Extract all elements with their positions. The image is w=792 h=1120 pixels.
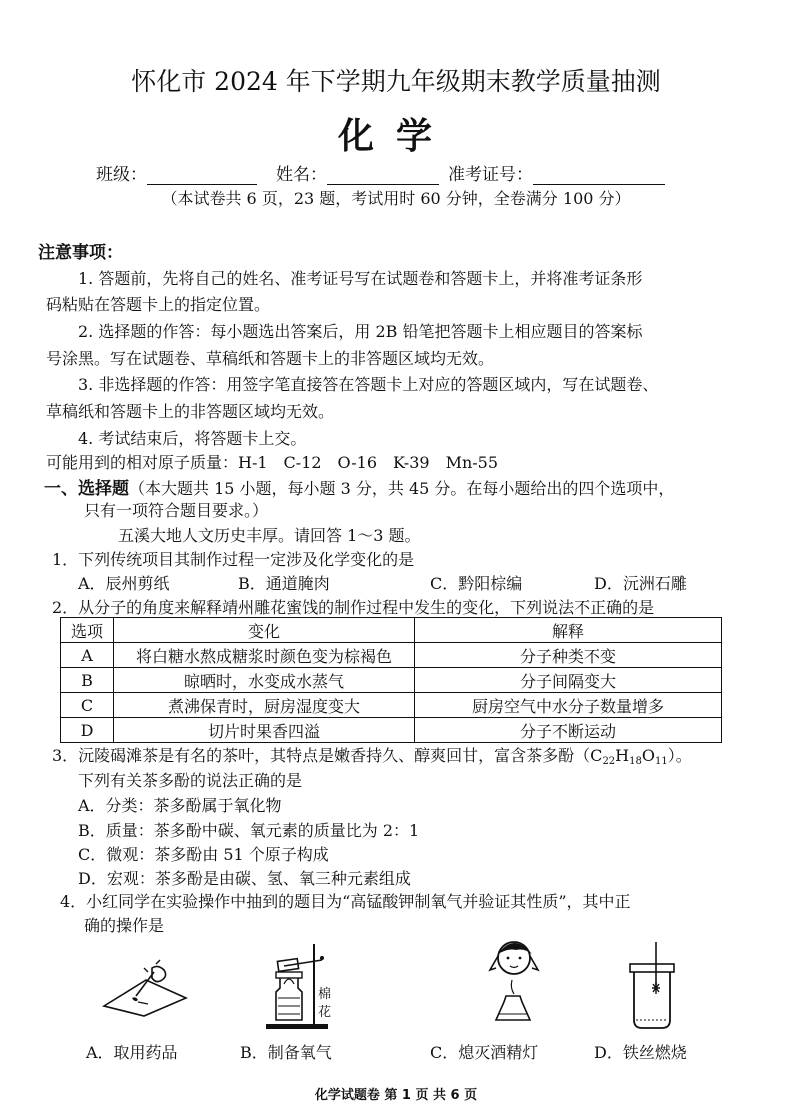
- q3-stem-line2: 下列有关茶多酚的说法正确的是: [78, 771, 303, 790]
- table-row: [61, 718, 722, 743]
- q1-option-a: A．辰州剪纸: [78, 574, 170, 593]
- table-cell: 分子不断运动: [415, 718, 722, 743]
- q2-stem: 2．从分子的角度来解释靖州雕花蜜饯的制作过程中发生的变化，下列说法不正确的是: [52, 598, 655, 617]
- name-label: 姓名：: [276, 165, 327, 185]
- cotton-label-1: 棉: [318, 987, 332, 1002]
- notice-item-3b: 草稿纸和答题卡上的非答题区域均无效。: [46, 402, 335, 421]
- table-header-cell: 选项: [61, 618, 114, 643]
- prepare-oxygen-apparatus: [262, 938, 342, 1030]
- table-header-cell: 变化: [114, 618, 415, 643]
- q4-stem-line1: 4．小红同学在实验操作中抽到的题目为“高锰酸钾制氧气并验证其性质”，其中正: [60, 892, 631, 911]
- paper-info: （本试卷共 6 页，23 题，考试用时 60 分钟，全卷满分 100 分）: [161, 189, 631, 208]
- exam-no-field: [448, 160, 665, 185]
- q3-stem: [52, 743, 692, 767]
- table-cell: 厨房空气中水分子数量增多: [415, 693, 722, 718]
- notice-item-1b: 码粘贴在答题卡上的指定位置。: [46, 295, 271, 314]
- table-row: [61, 693, 722, 718]
- name-field: [276, 160, 439, 185]
- q4-option-c: C．熄灭酒精灯: [430, 1043, 539, 1062]
- table-cell: 将白糖水熬成糖浆时颜色变为棕褐色: [114, 643, 415, 668]
- notice-heading: 注意事项：: [38, 243, 123, 263]
- table-cell: A: [61, 643, 114, 668]
- q4-option-d: D．铁丝燃烧: [594, 1043, 687, 1062]
- q1-option-c: C．黔阳棕编: [430, 574, 523, 593]
- table-row: [61, 643, 722, 668]
- atomic-masses: 可能用到的相对原子质量：H-1 C-12 O-16 K-39 Mn-55: [46, 453, 499, 472]
- q3-formula-sub-h: 18: [629, 756, 642, 767]
- q1-stem: 1．下列传统项目其制作过程一定涉及化学变化的是: [52, 550, 415, 569]
- notice-item-3a: 3. 非选择题的作答：用签字笔直接答在答题卡上对应的答题区域内，写在试题卷、: [78, 375, 659, 394]
- q3-formula-o: O: [641, 746, 655, 765]
- table-cell: 晾晒时，水变成水蒸气: [114, 668, 415, 693]
- q3-option-c: C．微观：茶多酚由 51 个原子构成: [78, 845, 329, 864]
- cotton-label-2: 花: [318, 1005, 332, 1020]
- section1-intro: 五溪大地人文历史丰厚。请回答 1～3 题。: [118, 526, 421, 545]
- notice-item-2a: 2. 选择题的作答：每小题选出答案后，用 2B 铅笔把答题卡上相应题目的答案标: [78, 322, 643, 341]
- q3-option-d: D．宏观：茶多酚是由碳、氢、氧三种元素组成: [78, 869, 411, 888]
- table-header-cell: 解释: [415, 618, 722, 643]
- table-cell: B: [61, 668, 114, 693]
- notice-item-1a: 1. 答题前，先将自己的姓名、准考证号写在试题卷和答题卡上，并将准考证条形: [78, 269, 643, 288]
- table-cell: 分子间隔变大: [415, 668, 722, 693]
- section1-desc-line2: 只有一项符合题目要求。）: [84, 501, 269, 520]
- q1-option-b: B．通道腌肉: [238, 574, 330, 593]
- exam-no-blank: [533, 166, 665, 185]
- q4-stem-line2: 确的操作是: [84, 916, 165, 935]
- q3-formula-sub-c: 22: [602, 756, 616, 767]
- q4-option-b: B．制备氧气: [240, 1043, 332, 1062]
- table-header-row: [61, 618, 722, 643]
- notice-item-4: 4. 考试结束后，将答题卡上交。: [78, 429, 307, 448]
- q3-stem-text: 3．沅陵碣滩茶是有名的茶叶，其特点是嫩香持久、醇爽回甘，富含茶多酚（C: [52, 746, 603, 765]
- section1-desc-line1: （本大题共 15 小题，每小题 3 分，共 45 分。在每小题给出的四个选项中，: [129, 479, 675, 498]
- exam-title: 怀化市 2024 年下学期九年级期末教学质量抽测: [131, 67, 661, 96]
- q4-option-a: A．取用药品: [86, 1043, 178, 1062]
- table-cell: C: [61, 693, 114, 718]
- table-cell: 煮沸保青时，厨房湿度变大: [114, 693, 415, 718]
- page-footer: 化学试题卷 第 1 页 共 6 页: [314, 1088, 478, 1103]
- q1-option-d: D．沅洲石雕: [594, 574, 687, 593]
- q3-option-b: B．质量：茶多酚中碳、氧元素的质量比为 2：1: [78, 821, 420, 840]
- section1-header: [44, 474, 674, 499]
- table-row: [61, 668, 722, 693]
- iron-wire-burning-apparatus: [626, 940, 686, 1030]
- name-blank: [327, 166, 439, 185]
- class-label: 班级：: [96, 165, 147, 185]
- class-field: [96, 160, 257, 185]
- subject-title: 化学: [337, 115, 454, 157]
- q3-stem-end: ）。: [667, 746, 692, 765]
- q2-table: [60, 617, 722, 743]
- table-cell: 分子种类不变: [415, 643, 722, 668]
- take-chemicals-illustration: [96, 958, 192, 1018]
- table-cell: D: [61, 718, 114, 743]
- section1-heading: 一、选择题: [44, 479, 129, 499]
- exam-no-label: 准考证号：: [448, 165, 533, 185]
- q3-option-a: A．分类：茶多酚属于氧化物: [78, 796, 282, 815]
- class-blank: [147, 166, 257, 185]
- notice-item-2b: 号涂黑。写在试题卷、草稿纸和答题卡上的非答题区域均无效。: [46, 349, 495, 368]
- table-cell: 切片时果香四溢: [114, 718, 415, 743]
- q3-formula-sub-o: 11: [654, 756, 668, 767]
- extinguish-lamp-illustration: [476, 934, 552, 1030]
- q3-formula-h: H: [615, 746, 630, 765]
